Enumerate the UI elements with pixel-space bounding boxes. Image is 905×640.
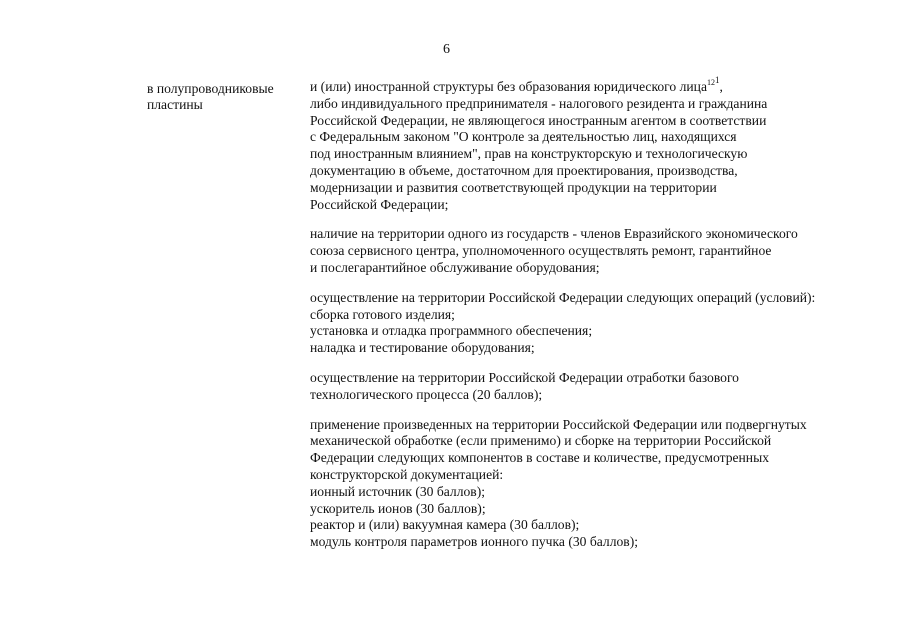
left-column-line-1: в полупроводниковые xyxy=(147,81,274,96)
paragraph-line: Федерации следующих компонентов в составе и количестве, предусмотренных xyxy=(310,450,770,466)
paragraph-line: наличие на территории одного из государств - членов Евразийского экономического xyxy=(310,226,798,242)
paragraph-line: технологического процесса (20 баллов); xyxy=(310,386,543,402)
footnote-marker xyxy=(706,75,720,88)
paragraph-line: конструкторской документацией: xyxy=(310,466,504,482)
left-column-line-2: пластины xyxy=(147,97,203,113)
paragraph-line: механической обработке (если применимо) и сборке на территории Российской xyxy=(310,433,772,449)
paragraph-line: установка и отладка программного обеспечения; xyxy=(310,323,593,339)
paragraph-tail: , xyxy=(719,79,723,94)
paragraph-line: Российской Федерации, не являющегося иностранным агентом в соответствии xyxy=(310,112,767,128)
paragraph-components xyxy=(310,417,885,551)
paragraph-base-process xyxy=(310,370,885,404)
paragraph-line: союза сервисного центра, уполномоченного осуществлять ремонт, гарантийное xyxy=(310,243,772,259)
footnote-suffix: 1 xyxy=(714,75,720,86)
paragraph-line: модуль контроля параметров ионного пучка (30 баллов); xyxy=(310,534,639,550)
paragraph-rights-documentation xyxy=(310,75,885,213)
paragraph-line: осуществление на территории Российской Федерации следующих операций (условий): xyxy=(310,289,816,305)
paragraph-operations xyxy=(310,290,885,357)
paragraph-line: сборка готового изделия; xyxy=(310,306,455,322)
paragraph-line: модернизации и развития соответствующей продукции на территории xyxy=(310,179,717,195)
paragraph-line xyxy=(310,75,885,96)
paragraph-line: Российской Федерации; xyxy=(310,196,449,212)
paragraph-line: и послегарантийное обслуживание оборудования; xyxy=(310,259,600,275)
paragraph-text: и (или) иностранной структуры без образования юридического лица xyxy=(310,79,707,94)
paragraph-line: ионный источник (30 баллов); xyxy=(310,483,486,499)
paragraph-line: либо индивидуального предпринимателя - налогового резидента и гражданина xyxy=(310,95,768,111)
paragraph-line: наладка и тестирование оборудования; xyxy=(310,340,535,356)
right-column-cell xyxy=(310,75,885,564)
paragraph-line: ускоритель ионов (30 баллов); xyxy=(310,500,486,516)
paragraph-line: с Федеральным законом "О контроле за деятельностью лиц, находящихся xyxy=(310,129,737,145)
paragraph-line: документацию в объеме, достаточном для проектирования, производства, xyxy=(310,162,738,178)
paragraph-line: реактор и (или) вакуумная камера (30 баллов); xyxy=(310,517,580,533)
paragraph-line: под иностранным влиянием", прав на конструкторскую и технологическую xyxy=(310,146,748,162)
footnote-number: 12 xyxy=(706,78,715,88)
left-column-cell xyxy=(147,81,297,113)
page-number: 6 xyxy=(443,42,450,57)
paragraph-service-center xyxy=(310,226,885,276)
paragraph-line: осуществление на территории Российской Федерации отработки базового xyxy=(310,369,739,385)
paragraph-line: применение произведенных на территории Российской Федерации или подвергнутых xyxy=(310,416,807,432)
